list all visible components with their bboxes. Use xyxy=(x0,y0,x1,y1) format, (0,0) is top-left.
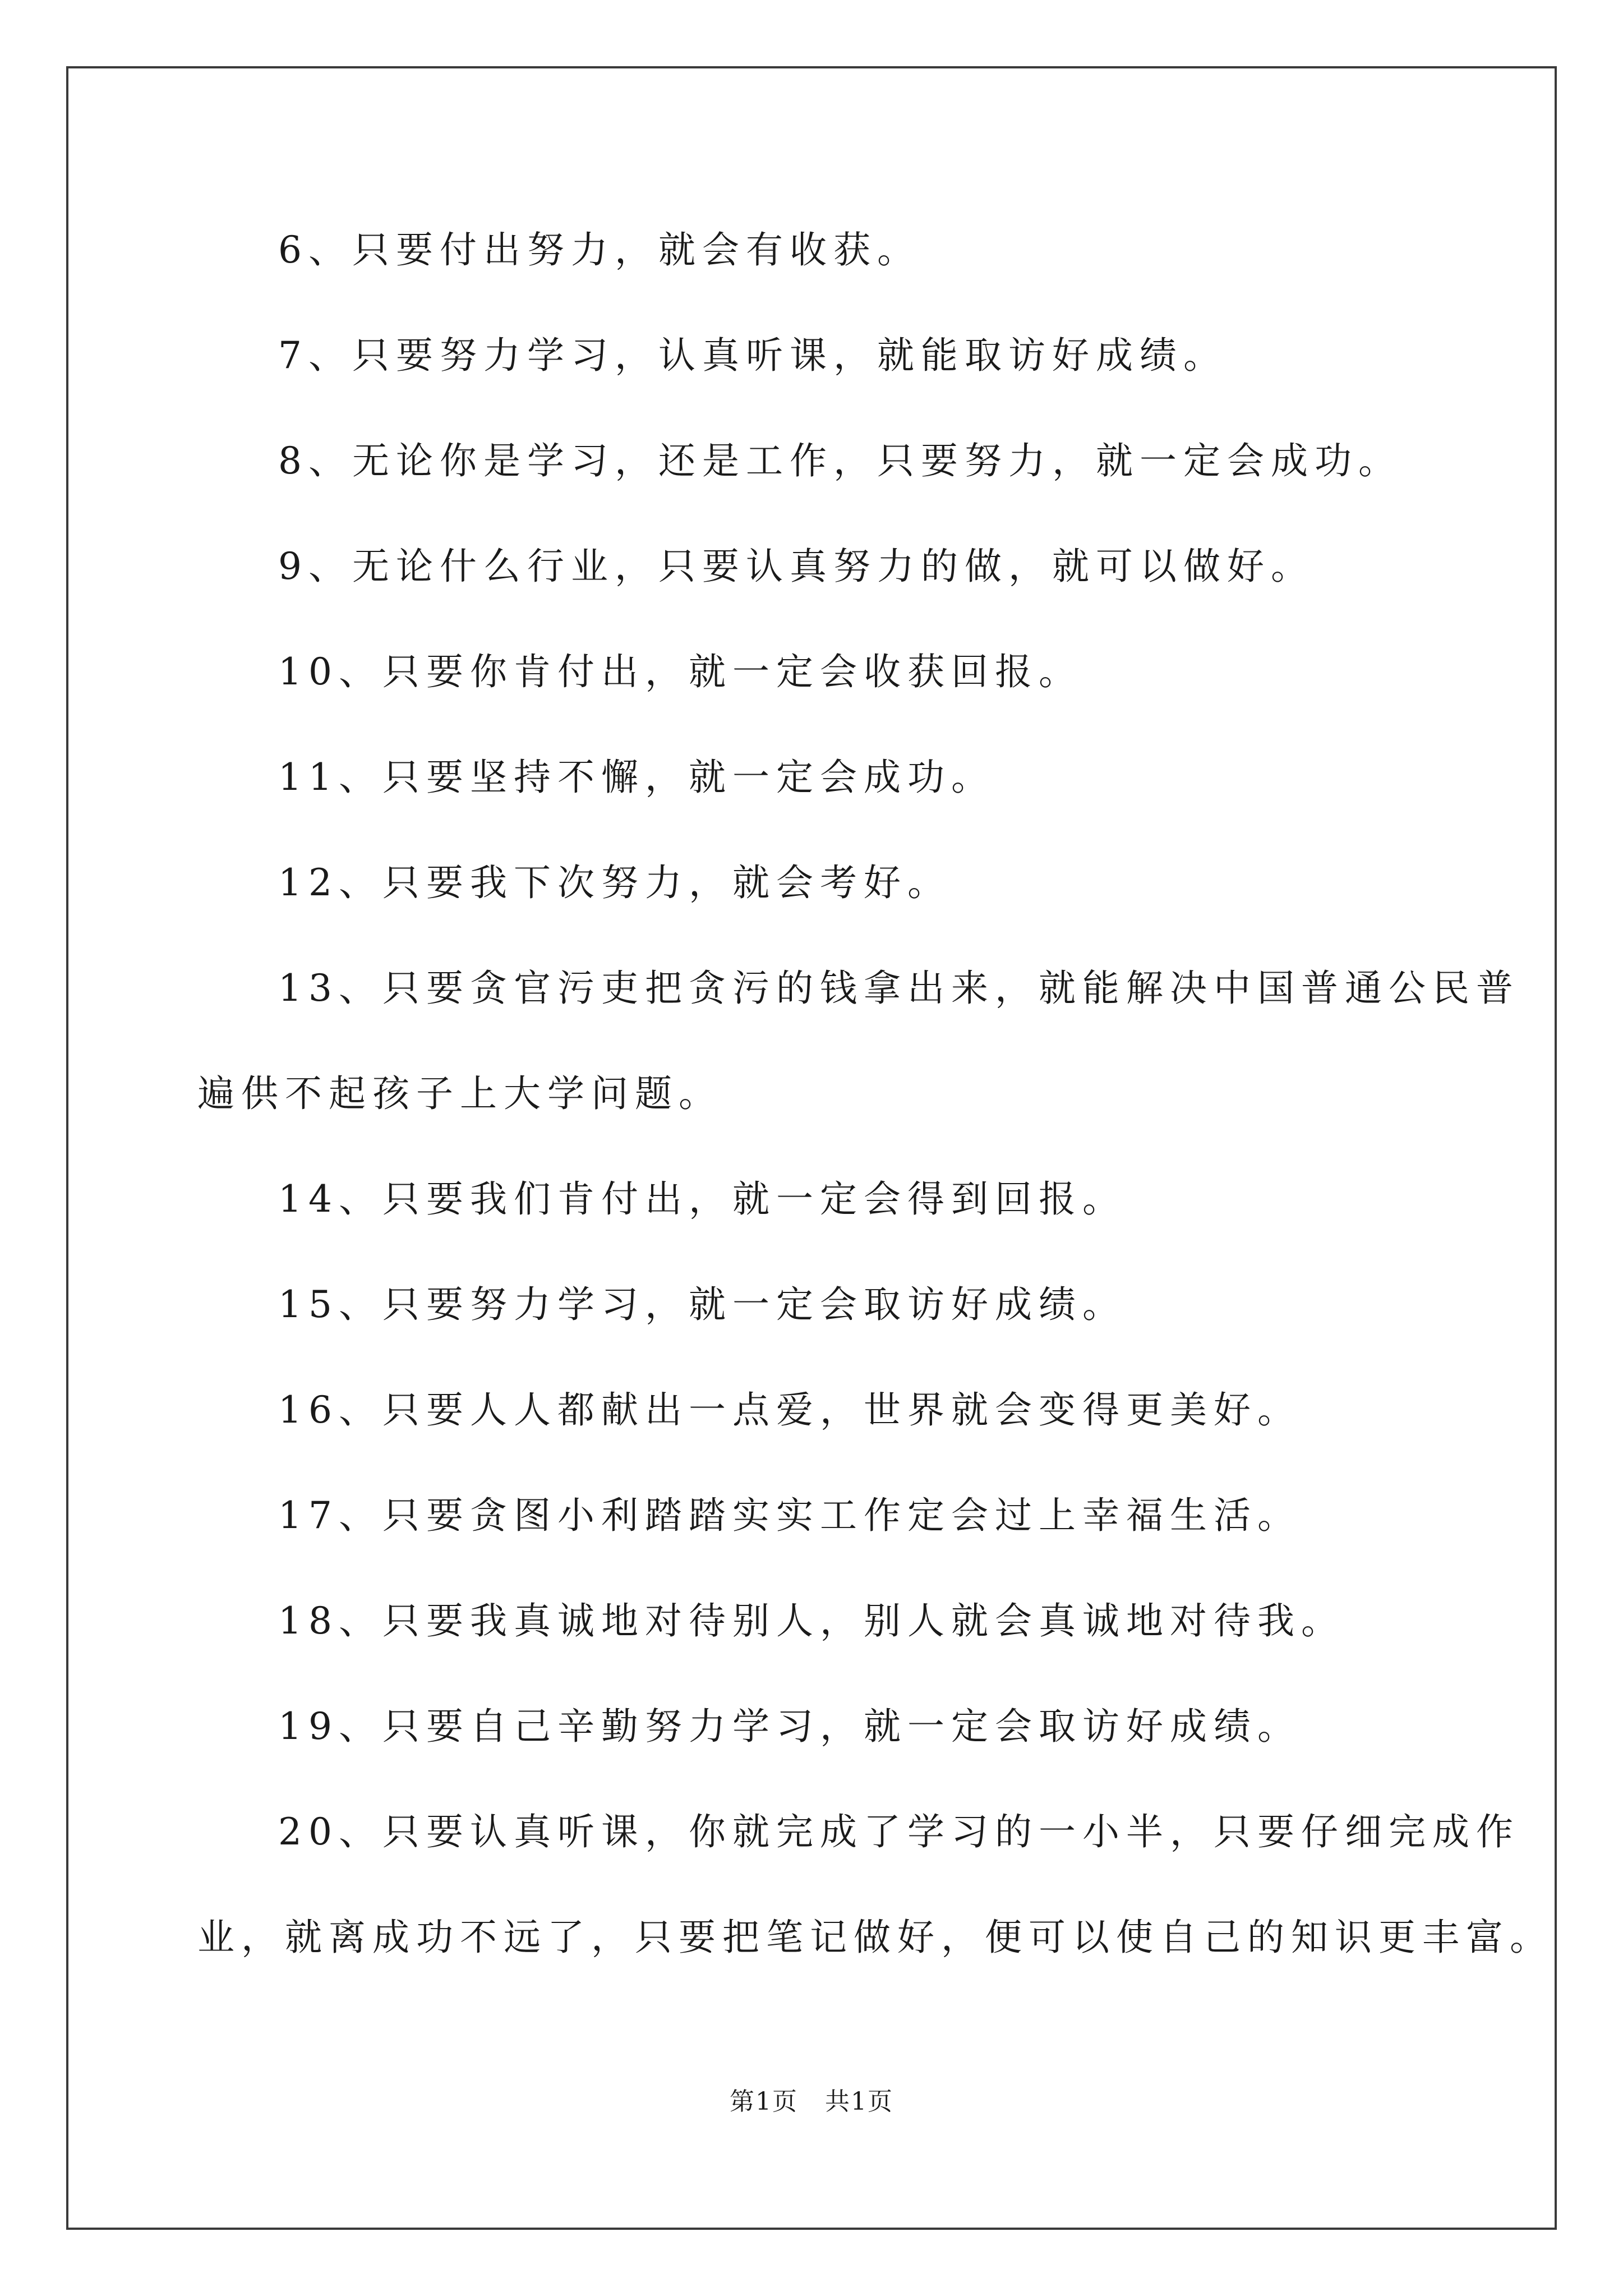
list-item-18: 18、只要我真诚地对待别人，别人就会真诚地对待我。 xyxy=(278,1599,1345,1642)
list-item-13-continued: 遍供不起孩子上大学问题。 xyxy=(197,1072,722,1115)
list-item-19: 19、只要自己辛勤努力学习，就一定会取访好成绩。 xyxy=(278,1705,1301,1748)
list-item-14: 14、只要我们肯付出，就一定会得到回报。 xyxy=(278,1177,1126,1221)
list-item-20: 20、只要认真听课，你就完成了学习的一小半，只要仔细完成作 xyxy=(278,1810,1520,1853)
list-item-20-continued: 业，就离成功不远了，只要把笔记做好，便可以使自己的知识更丰富。 xyxy=(197,1916,1553,1959)
page-number-footer: 第1页 共1页 xyxy=(730,2087,893,2116)
list-item-8: 8、无论你是学习，还是工作，只要努力，就一定会成功。 xyxy=(278,439,1402,482)
list-item-17: 17、只要贪图小利踏踏实实工作定会过上幸福生活。 xyxy=(278,1494,1301,1537)
list-item-9: 9、无论什么行业，只要认真努力的做，就可以做好。 xyxy=(278,545,1315,588)
list-item-11: 11、只要坚持不懈，就一定会成功。 xyxy=(278,756,995,799)
list-item-15: 15、只要努力学习，就一定会取访好成绩。 xyxy=(278,1283,1126,1326)
list-item-10: 10、只要你肯付出，就一定会收获回报。 xyxy=(278,650,1082,693)
list-item-12: 12、只要我下次努力，就会考好。 xyxy=(278,861,951,904)
list-item-13: 13、只要贪官污吏把贪污的钱拿出来，就能解决中国普通公民普 xyxy=(278,967,1520,1010)
list-item-6: 6、只要付出努力，就会有收获。 xyxy=(278,228,921,272)
document-body xyxy=(197,197,1553,1990)
list-item-7: 7、只要努力学习，认真听课，就能取访好成绩。 xyxy=(278,334,1227,377)
list-item-16: 16、只要人人都献出一点爱，世界就会变得更美好。 xyxy=(278,1388,1301,1432)
